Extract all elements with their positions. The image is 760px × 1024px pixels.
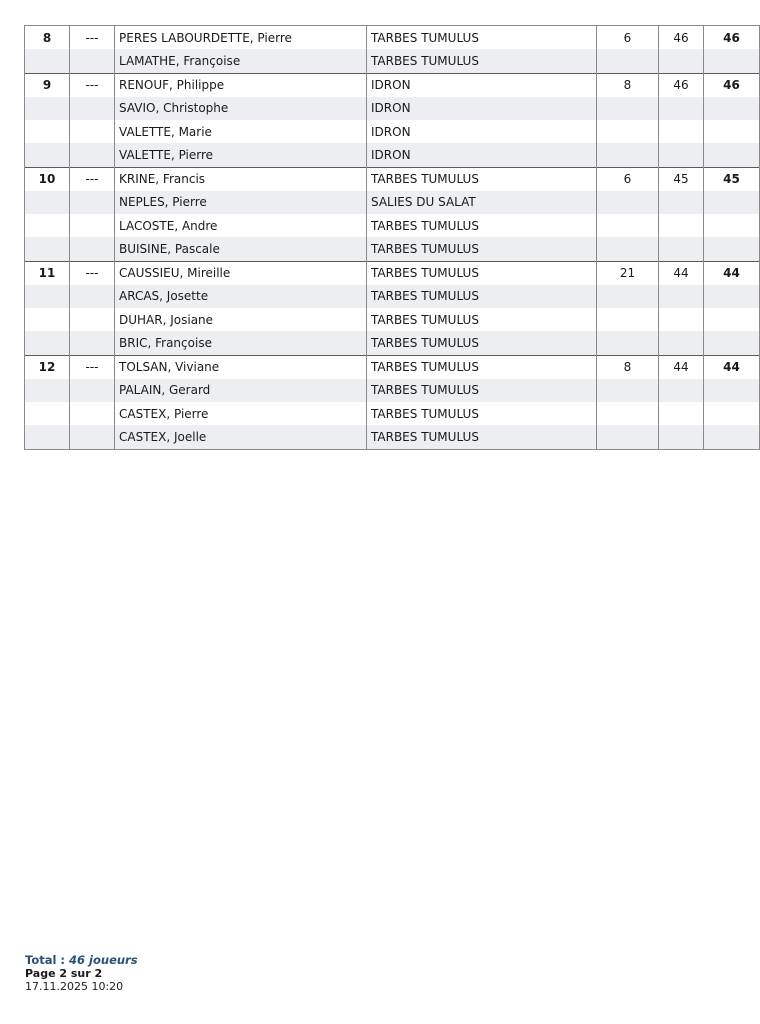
value-b-cell xyxy=(659,120,704,143)
value-b-cell: 46 xyxy=(659,26,704,50)
table-row xyxy=(25,379,760,402)
player-name-cell: TOLSAN, Viviane xyxy=(115,355,367,379)
value-a-cell xyxy=(597,191,659,214)
player-name-cell: CASTEX, Joelle xyxy=(115,425,367,449)
score-cell xyxy=(704,285,760,308)
club-cell: TARBES TUMULUS xyxy=(367,379,597,402)
dash-cell xyxy=(70,308,115,331)
value-a-cell xyxy=(597,331,659,355)
total-count: 46 joueurs xyxy=(69,953,138,967)
player-name-cell: RENOUF, Philippe xyxy=(115,73,367,97)
score-cell: 44 xyxy=(704,261,760,285)
value-a-cell xyxy=(597,120,659,143)
table-row xyxy=(25,402,760,425)
table-row xyxy=(25,308,760,331)
value-a-cell xyxy=(597,402,659,425)
dash-cell: --- xyxy=(70,73,115,97)
score-cell xyxy=(704,97,760,120)
value-b-cell xyxy=(659,49,704,73)
dash-cell: --- xyxy=(70,167,115,191)
club-cell: TARBES TUMULUS xyxy=(367,331,597,355)
rank-cell: 8 xyxy=(25,26,70,50)
dash-cell xyxy=(70,331,115,355)
score-cell: 46 xyxy=(704,26,760,50)
score-cell xyxy=(704,120,760,143)
value-b-cell xyxy=(659,425,704,449)
club-cell: TARBES TUMULUS xyxy=(367,308,597,331)
club-cell: TARBES TUMULUS xyxy=(367,49,597,73)
score-cell xyxy=(704,49,760,73)
dash-cell: --- xyxy=(70,261,115,285)
value-b-cell xyxy=(659,308,704,331)
player-name-cell: SAVIO, Christophe xyxy=(115,97,367,120)
dash-cell: --- xyxy=(70,26,115,50)
player-name-cell: CAUSSIEU, Mireille xyxy=(115,261,367,285)
value-b-cell xyxy=(659,402,704,425)
player-name-cell: VALETTE, Marie xyxy=(115,120,367,143)
value-b-cell: 44 xyxy=(659,355,704,379)
value-a-cell xyxy=(597,285,659,308)
value-a-cell xyxy=(597,237,659,261)
dash-cell: --- xyxy=(70,355,115,379)
rank-cell xyxy=(25,191,70,214)
club-cell: TARBES TUMULUS xyxy=(367,261,597,285)
score-cell xyxy=(704,191,760,214)
value-a-cell xyxy=(597,97,659,120)
score-cell: 45 xyxy=(704,167,760,191)
score-cell xyxy=(704,143,760,167)
table-row xyxy=(25,261,760,285)
table-row xyxy=(25,73,760,97)
score-cell xyxy=(704,379,760,402)
rank-cell: 10 xyxy=(25,167,70,191)
score-cell: 46 xyxy=(704,73,760,97)
value-a-cell: 6 xyxy=(597,167,659,191)
value-b-cell xyxy=(659,331,704,355)
player-name-cell: PERES LABOURDETTE, Pierre xyxy=(115,26,367,50)
table-row xyxy=(25,167,760,191)
dash-cell xyxy=(70,379,115,402)
club-cell: SALIES DU SALAT xyxy=(367,191,597,214)
dash-cell xyxy=(70,285,115,308)
value-b-cell xyxy=(659,237,704,261)
dash-cell xyxy=(70,237,115,261)
rank-cell: 12 xyxy=(25,355,70,379)
dash-cell xyxy=(70,214,115,237)
table-row xyxy=(25,331,760,355)
rank-cell: 9 xyxy=(25,73,70,97)
player-name-cell: VALETTE, Pierre xyxy=(115,143,367,167)
table-row xyxy=(25,143,760,167)
dash-cell xyxy=(70,120,115,143)
player-name-cell: PALAIN, Gerard xyxy=(115,379,367,402)
club-cell: IDRON xyxy=(367,73,597,97)
table-row xyxy=(25,285,760,308)
table-row xyxy=(25,97,760,120)
table-row xyxy=(25,49,760,73)
dash-cell xyxy=(70,143,115,167)
page-footer xyxy=(25,954,138,993)
value-a-cell: 6 xyxy=(597,26,659,50)
dash-cell xyxy=(70,402,115,425)
table-row xyxy=(25,237,760,261)
club-cell: TARBES TUMULUS xyxy=(367,167,597,191)
value-b-cell xyxy=(659,285,704,308)
score-cell xyxy=(704,237,760,261)
value-b-cell xyxy=(659,379,704,402)
player-name-cell: CASTEX, Pierre xyxy=(115,402,367,425)
rank-cell xyxy=(25,402,70,425)
results-body xyxy=(25,26,760,450)
score-cell xyxy=(704,402,760,425)
rank-cell xyxy=(25,331,70,355)
results-table xyxy=(24,25,760,450)
value-a-cell: 21 xyxy=(597,261,659,285)
player-name-cell: BRIC, Françoise xyxy=(115,331,367,355)
total-label: Total : xyxy=(25,953,66,967)
rank-cell xyxy=(25,308,70,331)
value-b-cell: 46 xyxy=(659,73,704,97)
rank-cell: 11 xyxy=(25,261,70,285)
value-a-cell xyxy=(597,308,659,331)
dash-cell xyxy=(70,425,115,449)
rank-cell xyxy=(25,214,70,237)
club-cell: TARBES TUMULUS xyxy=(367,402,597,425)
player-name-cell: BUISINE, Pascale xyxy=(115,237,367,261)
dash-cell xyxy=(70,49,115,73)
score-cell xyxy=(704,331,760,355)
score-cell xyxy=(704,308,760,331)
rank-cell xyxy=(25,120,70,143)
table-row xyxy=(25,425,760,449)
value-a-cell xyxy=(597,49,659,73)
club-cell: TARBES TUMULUS xyxy=(367,425,597,449)
club-cell: TARBES TUMULUS xyxy=(367,285,597,308)
value-a-cell xyxy=(597,379,659,402)
table-row xyxy=(25,26,760,50)
value-a-cell xyxy=(597,143,659,167)
rank-cell xyxy=(25,379,70,402)
total-line xyxy=(25,954,138,967)
club-cell: TARBES TUMULUS xyxy=(367,214,597,237)
value-b-cell xyxy=(659,191,704,214)
table-row xyxy=(25,120,760,143)
table-row xyxy=(25,214,760,237)
club-cell: TARBES TUMULUS xyxy=(367,355,597,379)
player-name-cell: ARCAS, Josette xyxy=(115,285,367,308)
club-cell: IDRON xyxy=(367,97,597,120)
player-name-cell: LACOSTE, Andre xyxy=(115,214,367,237)
rank-cell xyxy=(25,285,70,308)
table-row xyxy=(25,355,760,379)
value-b-cell: 44 xyxy=(659,261,704,285)
value-a-cell xyxy=(597,214,659,237)
score-cell: 44 xyxy=(704,355,760,379)
value-b-cell: 45 xyxy=(659,167,704,191)
page-number: Page 2 sur 2 xyxy=(25,967,103,980)
score-cell xyxy=(704,425,760,449)
player-name-cell: NEPLES, Pierre xyxy=(115,191,367,214)
dash-cell xyxy=(70,191,115,214)
value-b-cell xyxy=(659,97,704,120)
club-cell: TARBES TUMULUS xyxy=(367,26,597,50)
value-a-cell: 8 xyxy=(597,73,659,97)
print-datetime: 17.11.2025 10:20 xyxy=(25,980,124,993)
score-cell xyxy=(704,214,760,237)
player-name-cell: KRINE, Francis xyxy=(115,167,367,191)
value-b-cell xyxy=(659,214,704,237)
table-row xyxy=(25,191,760,214)
player-name-cell: DUHAR, Josiane xyxy=(115,308,367,331)
club-cell: IDRON xyxy=(367,120,597,143)
rank-cell xyxy=(25,97,70,120)
player-name-cell: LAMATHE, Françoise xyxy=(115,49,367,73)
club-cell: IDRON xyxy=(367,143,597,167)
rank-cell xyxy=(25,143,70,167)
value-a-cell: 8 xyxy=(597,355,659,379)
value-b-cell xyxy=(659,143,704,167)
value-a-cell xyxy=(597,425,659,449)
club-cell: TARBES TUMULUS xyxy=(367,237,597,261)
rank-cell xyxy=(25,237,70,261)
rank-cell xyxy=(25,425,70,449)
dash-cell xyxy=(70,97,115,120)
rank-cell xyxy=(25,49,70,73)
